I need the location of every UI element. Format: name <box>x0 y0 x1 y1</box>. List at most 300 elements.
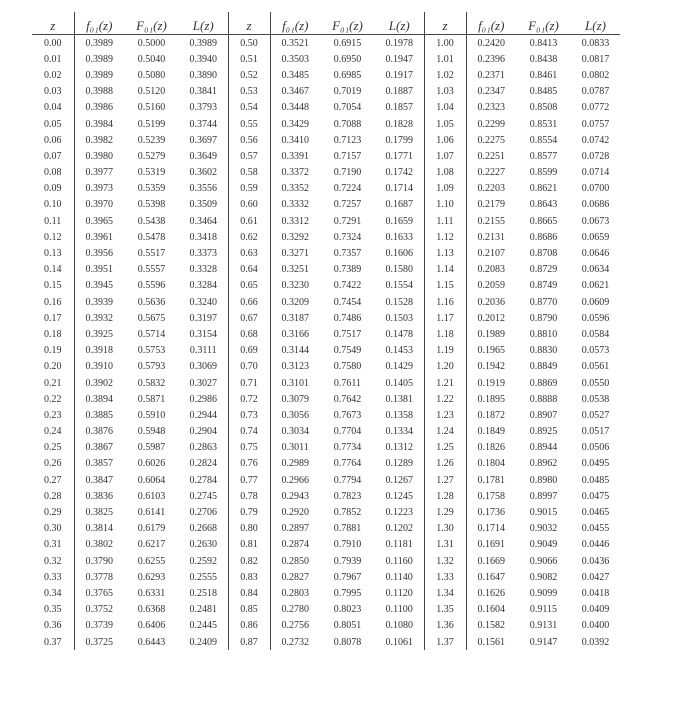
density-value: 0.3011 <box>281 442 309 454</box>
loss-value: 0.3284 <box>189 280 217 292</box>
density-value: 0.3251 <box>281 264 309 276</box>
loss-value: 0.0495 <box>581 458 610 470</box>
z-value: 1.09 <box>424 181 466 197</box>
z-value: 1.00 <box>424 35 466 52</box>
cdf-header-block-1: F₀₁(z) <box>124 12 179 35</box>
loss-value: 0.0475 <box>581 490 610 502</box>
density-value: 0.2059 <box>477 280 505 292</box>
cdf-value: 0.7764 <box>333 458 362 470</box>
cdf-value: 0.8508 <box>529 102 558 114</box>
density-value: 0.1604 <box>477 604 505 616</box>
cdf-value: 0.5987 <box>137 442 166 454</box>
z-value: 0.11 <box>32 213 74 229</box>
cdf-value: 0.8708 <box>529 248 558 260</box>
z-value: 0.77 <box>228 472 270 488</box>
density-value: 0.3988 <box>85 86 113 98</box>
cdf-value: 0.8413 <box>529 37 558 49</box>
z-value: 0.65 <box>228 278 270 294</box>
loss-header-block-2: L(z) <box>375 12 424 35</box>
density-value: 0.2943 <box>281 490 309 502</box>
cdf-value: 0.5120 <box>137 86 166 98</box>
loss-value: 0.0686 <box>581 199 610 211</box>
z-value: 0.35 <box>32 602 74 618</box>
density-value: 0.2275 <box>477 134 505 146</box>
density-value: 0.1804 <box>477 458 505 470</box>
table-row <box>32 278 620 294</box>
cdf-value: 0.5714 <box>137 328 166 340</box>
table-body <box>32 35 620 651</box>
cdf-value: 0.7190 <box>333 167 362 179</box>
table-row <box>32 165 620 181</box>
cdf-value: 0.7580 <box>333 361 362 373</box>
z-value: 0.13 <box>32 245 74 261</box>
z-value: 1.18 <box>424 326 466 342</box>
cdf-value: 0.6985 <box>333 69 362 81</box>
cdf-value: 0.6103 <box>137 490 166 502</box>
cdf-value: 0.6950 <box>333 53 362 65</box>
loss-value: 0.0757 <box>581 118 610 130</box>
density-value: 0.3977 <box>85 167 113 179</box>
loss-value: 0.0728 <box>581 150 610 162</box>
density-value: 0.1758 <box>477 490 505 502</box>
cdf-value: 0.5359 <box>137 183 166 195</box>
loss-value: 0.0714 <box>581 167 610 179</box>
loss-value: 0.1771 <box>385 150 413 162</box>
loss-value: 0.2592 <box>189 555 217 567</box>
density-value: 0.1942 <box>477 361 505 373</box>
z-value: 0.23 <box>32 407 74 423</box>
loss-value: 0.3373 <box>189 248 217 260</box>
z-value: 0.56 <box>228 132 270 148</box>
loss-value: 0.1742 <box>385 167 413 179</box>
density-value: 0.2107 <box>477 248 505 260</box>
table-row <box>32 472 620 488</box>
cdf-value: 0.7852 <box>333 507 362 519</box>
z-value: 0.59 <box>228 181 270 197</box>
z-value: 0.61 <box>228 213 270 229</box>
z-value: 0.09 <box>32 181 74 197</box>
z-value: 0.51 <box>228 51 270 67</box>
cdf-value: 0.8810 <box>529 328 558 340</box>
cdf-value: 0.8925 <box>529 426 558 438</box>
table-row <box>32 521 620 537</box>
cdf-value: 0.7454 <box>333 296 362 308</box>
cdf-value: 0.6331 <box>137 587 166 599</box>
z-value: 0.66 <box>228 294 270 310</box>
z-value: 0.53 <box>228 84 270 100</box>
cdf-value: 0.6026 <box>137 458 166 470</box>
z-value: 0.80 <box>228 521 270 537</box>
z-value: 0.26 <box>32 456 74 472</box>
loss-value: 0.0455 <box>581 523 610 535</box>
cdf-value: 0.8643 <box>529 199 558 211</box>
density-value: 0.1781 <box>477 474 505 486</box>
z-value: 1.12 <box>424 229 466 245</box>
table-row <box>32 618 620 634</box>
loss-value: 0.0772 <box>581 102 610 114</box>
density-value: 0.3894 <box>85 393 113 405</box>
loss-value: 0.2518 <box>189 587 217 599</box>
loss-value: 0.3602 <box>189 167 217 179</box>
loss-value: 0.2409 <box>189 636 217 648</box>
z-value: 0.25 <box>32 440 74 456</box>
density-header-block-2: f₀₁(z) <box>270 12 320 35</box>
cdf-value: 0.7611 <box>333 377 362 389</box>
density-value: 0.2179 <box>477 199 505 211</box>
loss-value: 0.1100 <box>385 604 413 616</box>
z-value: 0.32 <box>32 553 74 569</box>
z-value: 1.29 <box>424 504 466 520</box>
table-row <box>32 262 620 278</box>
table-row <box>32 359 620 375</box>
z-value: 1.28 <box>424 488 466 504</box>
density-value: 0.3521 <box>281 37 309 49</box>
z-value: 0.27 <box>32 472 74 488</box>
table-row <box>32 197 620 213</box>
density-value: 0.3144 <box>281 345 309 357</box>
cdf-value: 0.6141 <box>137 507 166 519</box>
cdf-value: 0.7157 <box>333 150 362 162</box>
z-value: 0.68 <box>228 326 270 342</box>
loss-value: 0.1160 <box>385 555 413 567</box>
z-value: 1.07 <box>424 148 466 164</box>
cdf-value: 0.5557 <box>137 264 166 276</box>
z-value: 0.87 <box>228 634 270 650</box>
density-value: 0.2989 <box>281 458 309 470</box>
loss-value: 0.0506 <box>581 442 610 454</box>
cdf-value: 0.8078 <box>333 636 362 648</box>
z-value: 0.03 <box>32 84 74 100</box>
loss-value: 0.3418 <box>189 231 217 243</box>
loss-value: 0.3240 <box>189 296 217 308</box>
z-value: 1.13 <box>424 245 466 261</box>
loss-value: 0.3509 <box>189 199 217 211</box>
density-value: 0.3391 <box>281 150 309 162</box>
loss-value: 0.0584 <box>581 328 610 340</box>
cdf-value: 0.5793 <box>137 361 166 373</box>
cdf-value: 0.5279 <box>137 150 166 162</box>
density-value: 0.1849 <box>477 426 505 438</box>
z-value: 0.22 <box>32 391 74 407</box>
z-value: 1.33 <box>424 569 466 585</box>
table-row <box>32 326 620 342</box>
z-value: 0.64 <box>228 262 270 278</box>
density-value: 0.3034 <box>281 426 309 438</box>
loss-value: 0.3069 <box>189 361 217 373</box>
cdf-value: 0.7123 <box>333 134 362 146</box>
density-value: 0.3825 <box>85 507 113 519</box>
z-value: 0.34 <box>32 585 74 601</box>
z-value: 0.69 <box>228 343 270 359</box>
loss-value: 0.1687 <box>385 199 413 211</box>
cdf-value: 0.7224 <box>333 183 362 195</box>
density-value: 0.1895 <box>477 393 505 405</box>
table-row <box>32 456 620 472</box>
loss-value: 0.1659 <box>385 215 413 227</box>
z-value: 0.73 <box>228 407 270 423</box>
z-value: 1.35 <box>424 602 466 618</box>
z-value: 0.57 <box>228 148 270 164</box>
loss-value: 0.2824 <box>189 458 217 470</box>
table-row <box>32 407 620 423</box>
loss-value: 0.3744 <box>189 118 217 130</box>
cdf-value: 0.7794 <box>333 474 362 486</box>
density-value: 0.3902 <box>85 377 113 389</box>
loss-value: 0.0436 <box>581 555 610 567</box>
loss-value: 0.3841 <box>189 86 217 98</box>
z-value: 0.08 <box>32 165 74 181</box>
density-value: 0.3352 <box>281 183 309 195</box>
cdf-value: 0.7422 <box>333 280 362 292</box>
loss-value: 0.0609 <box>581 296 610 308</box>
table-row <box>32 213 620 229</box>
table-row <box>32 116 620 132</box>
z-value: 1.17 <box>424 310 466 326</box>
z-value: 0.82 <box>228 553 270 569</box>
z-value: 0.36 <box>32 618 74 634</box>
cdf-value: 0.7881 <box>333 523 362 535</box>
cdf-value: 0.6255 <box>137 555 166 567</box>
cdf-value: 0.8888 <box>529 393 558 405</box>
cdf-value: 0.7019 <box>333 86 362 98</box>
z-value: 0.71 <box>228 375 270 391</box>
density-value: 0.2756 <box>281 620 309 632</box>
z-value: 0.21 <box>32 375 74 391</box>
cdf-value: 0.8790 <box>529 312 558 324</box>
loss-value: 0.0418 <box>581 587 610 599</box>
z-value: 0.76 <box>228 456 270 472</box>
table-row <box>32 148 620 164</box>
density-value: 0.1626 <box>477 587 505 599</box>
density-value: 0.3079 <box>281 393 309 405</box>
loss-value: 0.1202 <box>385 523 413 535</box>
loss-value: 0.0802 <box>581 69 610 81</box>
cdf-value: 0.8770 <box>529 296 558 308</box>
z-value: 0.70 <box>228 359 270 375</box>
density-value: 0.3448 <box>281 102 309 114</box>
z-value: 0.72 <box>228 391 270 407</box>
loss-value: 0.0833 <box>581 37 610 49</box>
cdf-value: 0.9015 <box>529 507 558 519</box>
cdf-value: 0.8461 <box>529 69 558 81</box>
cdf-value: 0.7054 <box>333 102 362 114</box>
density-value: 0.3056 <box>281 409 309 421</box>
loss-value: 0.1887 <box>385 86 413 98</box>
cdf-value: 0.6915 <box>333 37 362 49</box>
density-value: 0.3778 <box>85 571 113 583</box>
z-value: 0.74 <box>228 424 270 440</box>
z-value: 1.19 <box>424 343 466 359</box>
density-value: 0.3945 <box>85 280 113 292</box>
loss-value: 0.1289 <box>385 458 413 470</box>
loss-value: 0.3556 <box>189 183 217 195</box>
cdf-value: 0.5478 <box>137 231 166 243</box>
cdf-value: 0.8051 <box>333 620 362 632</box>
density-value: 0.3485 <box>281 69 309 81</box>
loss-value: 0.0538 <box>581 393 610 405</box>
density-value: 0.2850 <box>281 555 309 567</box>
density-value: 0.2874 <box>281 539 309 551</box>
z-value: 1.27 <box>424 472 466 488</box>
loss-value: 0.2986 <box>189 393 217 405</box>
cdf-value: 0.9082 <box>529 571 558 583</box>
cdf-value: 0.8438 <box>529 53 558 65</box>
density-value: 0.2012 <box>477 312 505 324</box>
density-value: 0.2155 <box>477 215 505 227</box>
z-value: 0.81 <box>228 537 270 553</box>
z-value: 0.15 <box>32 278 74 294</box>
loss-value: 0.0427 <box>581 571 610 583</box>
table-row <box>32 569 620 585</box>
density-value: 0.3836 <box>85 490 113 502</box>
cdf-value: 0.7517 <box>333 328 362 340</box>
z-value: 0.78 <box>228 488 270 504</box>
loss-value: 0.1267 <box>385 474 413 486</box>
cdf-value: 0.6443 <box>137 636 166 648</box>
cdf-value: 0.8554 <box>529 134 558 146</box>
cdf-value: 0.5675 <box>137 312 166 324</box>
density-value: 0.1965 <box>477 345 505 357</box>
z-value: 1.04 <box>424 100 466 116</box>
normal-distribution-table <box>32 12 620 650</box>
loss-value: 0.1978 <box>385 37 413 49</box>
loss-value: 0.3989 <box>189 37 217 49</box>
loss-value: 0.0527 <box>581 409 610 421</box>
z-value: 0.16 <box>32 294 74 310</box>
loss-value: 0.2481 <box>189 604 217 616</box>
z-value: 0.05 <box>32 116 74 132</box>
z-value: 0.14 <box>32 262 74 278</box>
density-value: 0.3271 <box>281 248 309 260</box>
cdf-value: 0.7823 <box>333 490 362 502</box>
cdf-value: 0.7257 <box>333 199 362 211</box>
loss-value: 0.0573 <box>581 345 610 357</box>
z-value: 1.36 <box>424 618 466 634</box>
loss-value: 0.1334 <box>385 426 413 438</box>
z-value: 0.67 <box>228 310 270 326</box>
loss-value: 0.1453 <box>385 345 413 357</box>
density-value: 0.3292 <box>281 231 309 243</box>
density-value: 0.2966 <box>281 474 309 486</box>
table-row <box>32 602 620 618</box>
cdf-value: 0.5080 <box>137 69 166 81</box>
density-value: 0.2323 <box>477 102 505 114</box>
z-value: 0.60 <box>228 197 270 213</box>
density-value: 0.1736 <box>477 507 505 519</box>
z-value: 1.14 <box>424 262 466 278</box>
header-row <box>32 12 620 35</box>
z-value: 1.01 <box>424 51 466 67</box>
cdf-value: 0.5871 <box>137 393 166 405</box>
density-value: 0.3814 <box>85 523 113 535</box>
z-value: 0.58 <box>228 165 270 181</box>
z-value: 0.63 <box>228 245 270 261</box>
z-header-block-2: z <box>228 12 270 35</box>
z-value: 0.00 <box>32 35 74 52</box>
cdf-value: 0.5948 <box>137 426 166 438</box>
loss-value: 0.1503 <box>385 312 413 324</box>
loss-value: 0.3890 <box>189 69 217 81</box>
density-value: 0.3973 <box>85 183 113 195</box>
density-value: 0.3752 <box>85 604 113 616</box>
density-value: 0.3230 <box>281 280 309 292</box>
density-value: 0.2420 <box>477 37 505 49</box>
z-value: 0.06 <box>32 132 74 148</box>
loss-value: 0.0485 <box>581 474 610 486</box>
cdf-value: 0.6217 <box>137 539 166 551</box>
density-value: 0.3989 <box>85 53 113 65</box>
cdf-value: 0.9049 <box>529 539 558 551</box>
table-row <box>32 245 620 261</box>
loss-value: 0.1606 <box>385 248 413 260</box>
density-value: 0.3725 <box>85 636 113 648</box>
loss-value: 0.1554 <box>385 280 413 292</box>
density-value: 0.2131 <box>477 231 505 243</box>
z-value: 1.25 <box>424 440 466 456</box>
density-value: 0.2251 <box>477 150 505 162</box>
z-value: 1.37 <box>424 634 466 650</box>
cdf-value: 0.5319 <box>137 167 166 179</box>
cdf-value: 0.7291 <box>333 215 362 227</box>
loss-value: 0.1358 <box>385 409 413 421</box>
loss-value: 0.0596 <box>581 312 610 324</box>
z-value: 0.12 <box>32 229 74 245</box>
z-value: 0.33 <box>32 569 74 585</box>
loss-value: 0.1140 <box>385 571 413 583</box>
cdf-value: 0.8962 <box>529 458 558 470</box>
loss-value: 0.0634 <box>581 264 610 276</box>
loss-value: 0.0465 <box>581 507 610 519</box>
table-row <box>32 585 620 601</box>
loss-value: 0.2784 <box>189 474 217 486</box>
z-value: 1.16 <box>424 294 466 310</box>
cdf-value: 0.8749 <box>529 280 558 292</box>
z-value: 1.21 <box>424 375 466 391</box>
cdf-value: 0.8869 <box>529 377 558 389</box>
table-row <box>32 294 620 310</box>
density-value: 0.3166 <box>281 328 309 340</box>
z-value: 0.20 <box>32 359 74 375</box>
z-value: 1.34 <box>424 585 466 601</box>
table-row <box>32 440 620 456</box>
cdf-value: 0.5040 <box>137 53 166 65</box>
loss-value: 0.1478 <box>385 328 413 340</box>
z-value: 0.75 <box>228 440 270 456</box>
density-value: 0.3956 <box>85 248 113 260</box>
loss-value: 0.1061 <box>385 636 413 648</box>
table-row <box>32 537 620 553</box>
cdf-value: 0.5753 <box>137 345 166 357</box>
density-value: 0.3847 <box>85 474 113 486</box>
z-value: 0.62 <box>228 229 270 245</box>
table-row <box>32 51 620 67</box>
z-value: 0.50 <box>228 35 270 52</box>
loss-value: 0.2555 <box>189 571 217 583</box>
table-row <box>32 504 620 520</box>
loss-value: 0.2630 <box>189 539 217 551</box>
cdf-value: 0.6064 <box>137 474 166 486</box>
loss-value: 0.1714 <box>385 183 413 195</box>
cdf-value: 0.9099 <box>529 587 558 599</box>
density-value: 0.3961 <box>85 231 113 243</box>
cdf-value: 0.5517 <box>137 248 166 260</box>
density-value: 0.1919 <box>477 377 505 389</box>
density-header-block-3: f₀₁(z) <box>466 12 516 35</box>
density-value: 0.2083 <box>477 264 505 276</box>
loss-value: 0.0673 <box>581 215 610 227</box>
cdf-value: 0.8686 <box>529 231 558 243</box>
cdf-value: 0.9115 <box>529 604 558 616</box>
